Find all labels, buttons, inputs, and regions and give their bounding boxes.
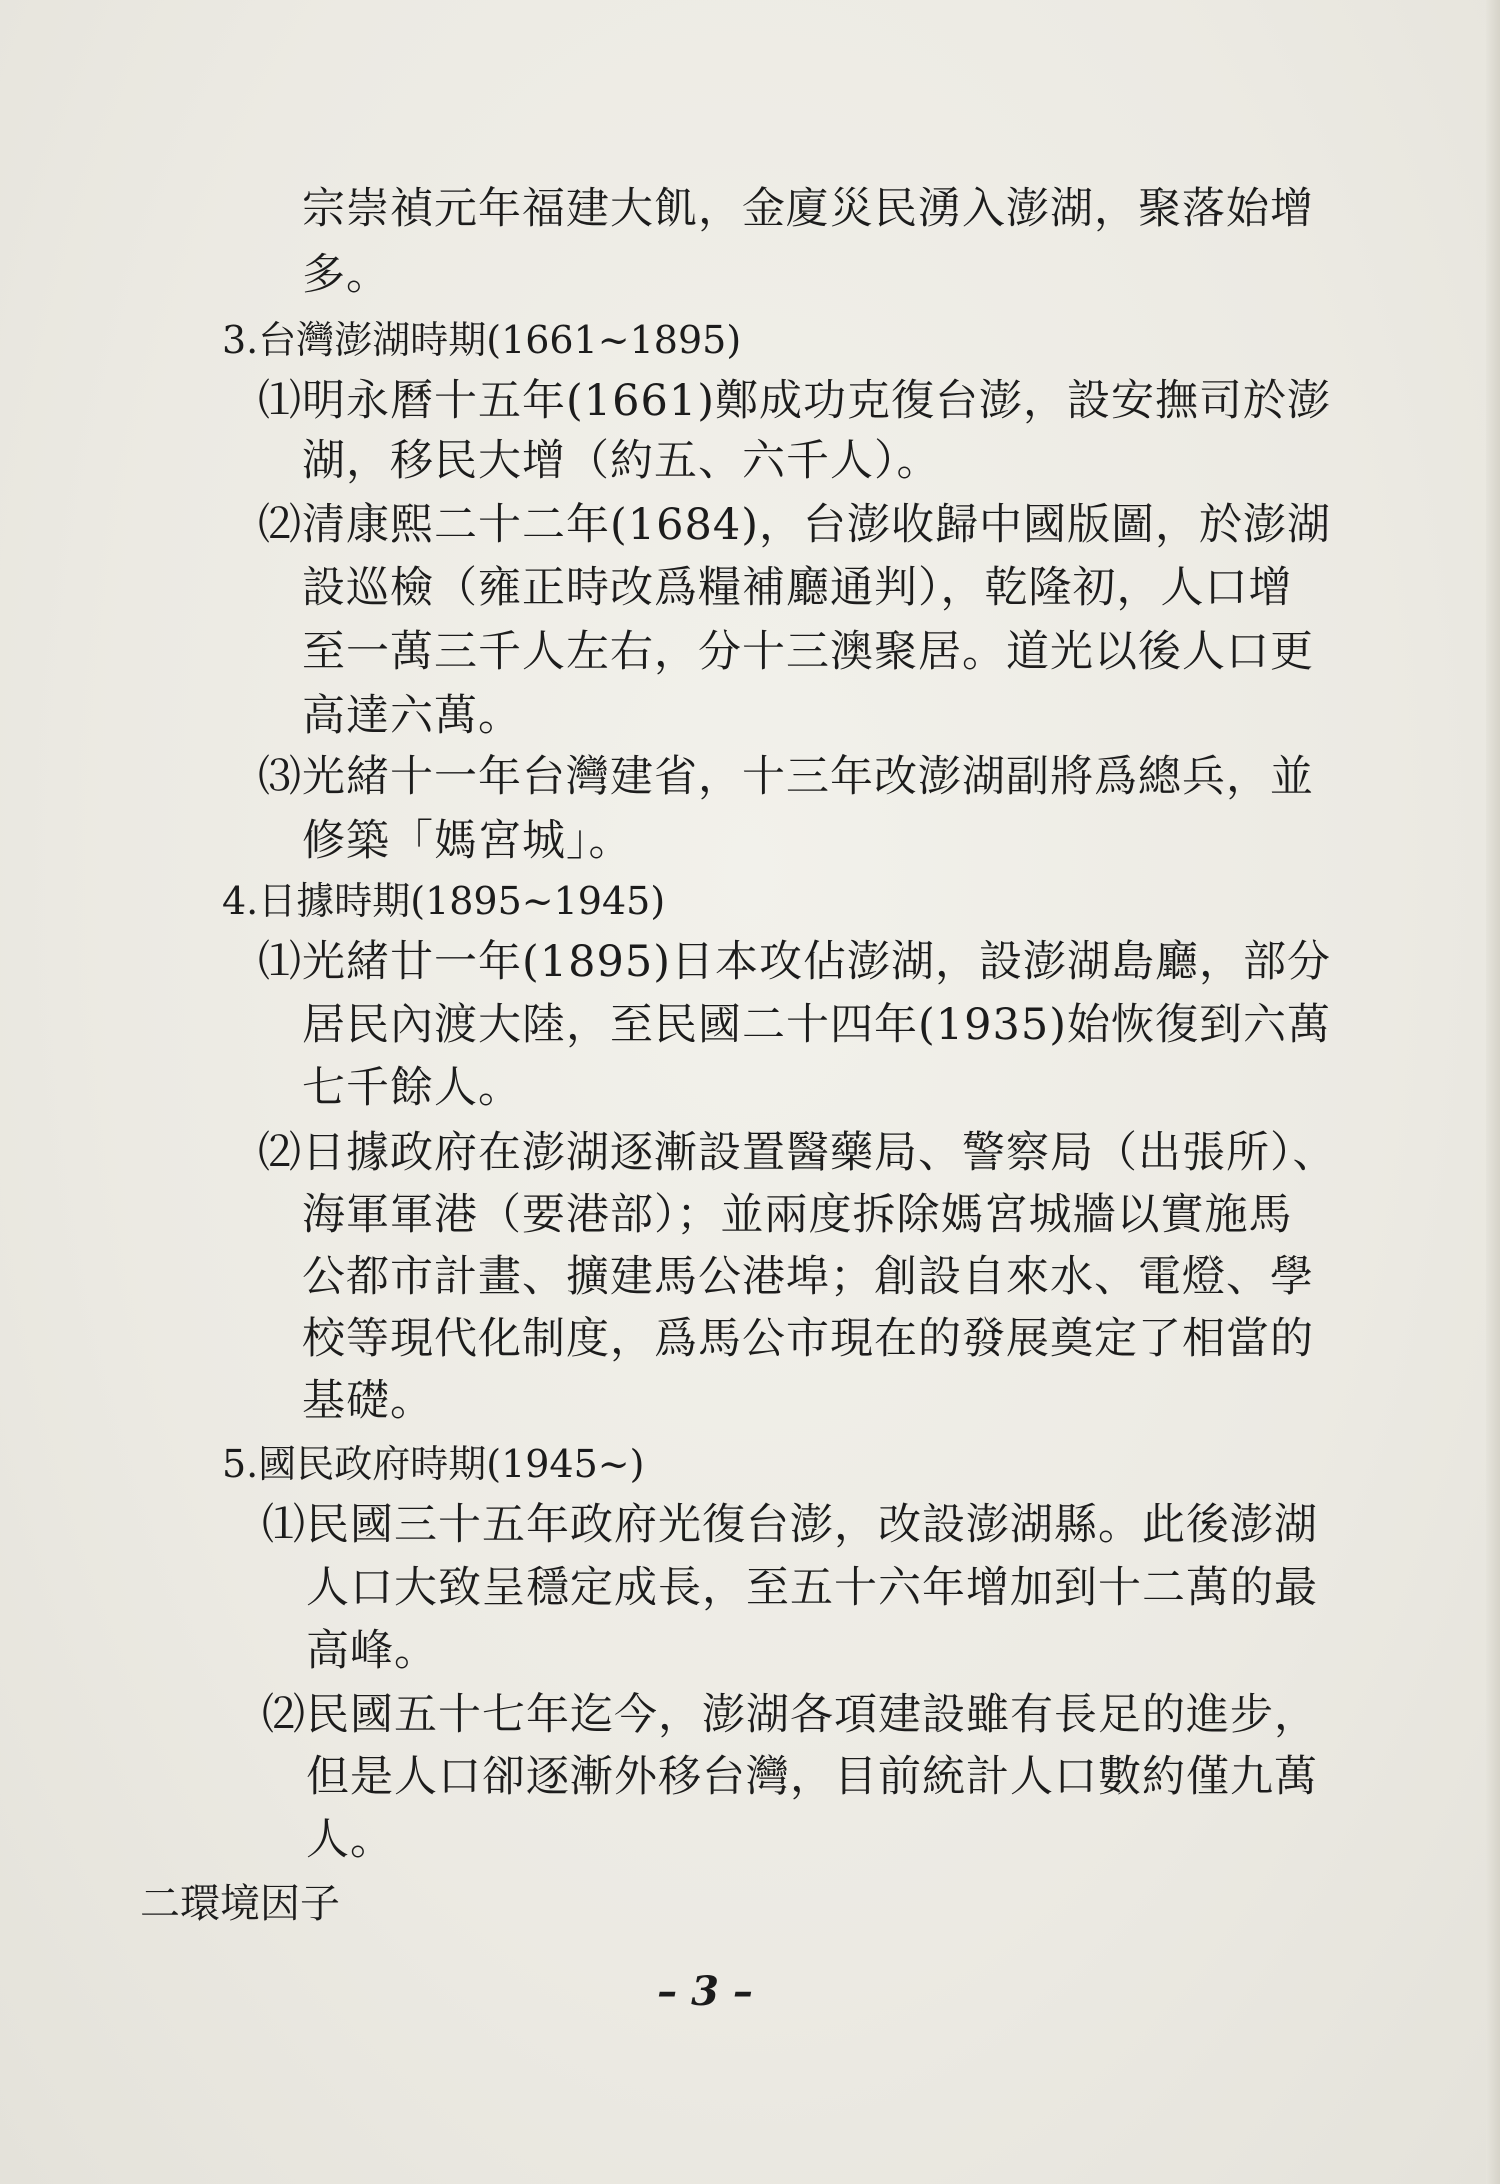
text-line: 但是人口卻逐漸外移台灣，目前統計人口數約僅九萬 bbox=[306, 1752, 1318, 1802]
text-line: ⑶光緒十一年台灣建省，十三年改澎湖副將爲總兵，並 bbox=[258, 752, 1314, 802]
text-line: 居民內渡大陸，至民國二十四年(1935)始恢復到六萬 bbox=[302, 1000, 1331, 1050]
text-line: 海軍軍港（要港部）；並兩度拆除媽宮城牆以實施馬 bbox=[302, 1190, 1293, 1240]
section-heading: 4.日據時期(1895~1945) bbox=[222, 879, 666, 923]
section-heading: 5.國民政府時期(1945~) bbox=[222, 1442, 645, 1486]
page-number: – 3 – bbox=[657, 1968, 753, 2015]
text-line: ⑵民國五十七年迄今，澎湖各項建設雖有長足的進步， bbox=[262, 1690, 1318, 1740]
chapter-heading: 二環境因子 bbox=[140, 1881, 340, 1927]
text-line: 基礎。 bbox=[302, 1376, 434, 1426]
text-line: 人口大致呈穩定成長，至五十六年增加到十二萬的最 bbox=[306, 1563, 1318, 1613]
text-line: 公都市計畫、擴建馬公港埠；創設自來水、電燈、學 bbox=[302, 1252, 1314, 1302]
text-line: ⑴光緒廿一年(1895)日本攻佔澎湖，設澎湖島廳，部分 bbox=[258, 937, 1331, 987]
page-edge bbox=[1486, 0, 1500, 2184]
text-line: 高達六萬。 bbox=[302, 691, 522, 741]
text-line: 高峰。 bbox=[306, 1626, 438, 1676]
text-line: 設巡檢（雍正時改爲糧補廳通判），乾隆初，人口增 bbox=[302, 563, 1293, 613]
text-line: ⑴民國三十五年政府光復台澎，改設澎湖縣。此後澎湖 bbox=[262, 1500, 1318, 1550]
text-line: 修築「媽宮城」。 bbox=[302, 816, 633, 866]
text-line: ⑵日據政府在澎湖逐漸設置醫藥局、警察局（出張所）、 bbox=[258, 1128, 1337, 1178]
text-line: 至一萬三千人左右，分十三澳聚居。道光以後人口更 bbox=[302, 627, 1314, 677]
section-heading: 3.台灣澎湖時期(1661~1895) bbox=[222, 318, 742, 362]
text-line: 多。 bbox=[302, 250, 390, 300]
text-line: 七千餘人。 bbox=[302, 1063, 522, 1113]
text-line: ⑴明永曆十五年(1661)鄭成功克復台澎，設安撫司於澎 bbox=[258, 376, 1331, 426]
text-line: 湖，移民大增（約五、六千人）。 bbox=[302, 436, 941, 486]
text-line: 校等現代化制度，爲馬公市現在的發展奠定了相當的 bbox=[302, 1314, 1314, 1364]
text-line: 人。 bbox=[306, 1815, 394, 1865]
text-line: ⑵清康熙二十二年(1684)，台澎收歸中國版圖，於澎湖 bbox=[258, 500, 1331, 550]
text-line: 宗崇禎元年福建大飢，金廈災民湧入澎湖，聚落始增 bbox=[302, 184, 1314, 234]
